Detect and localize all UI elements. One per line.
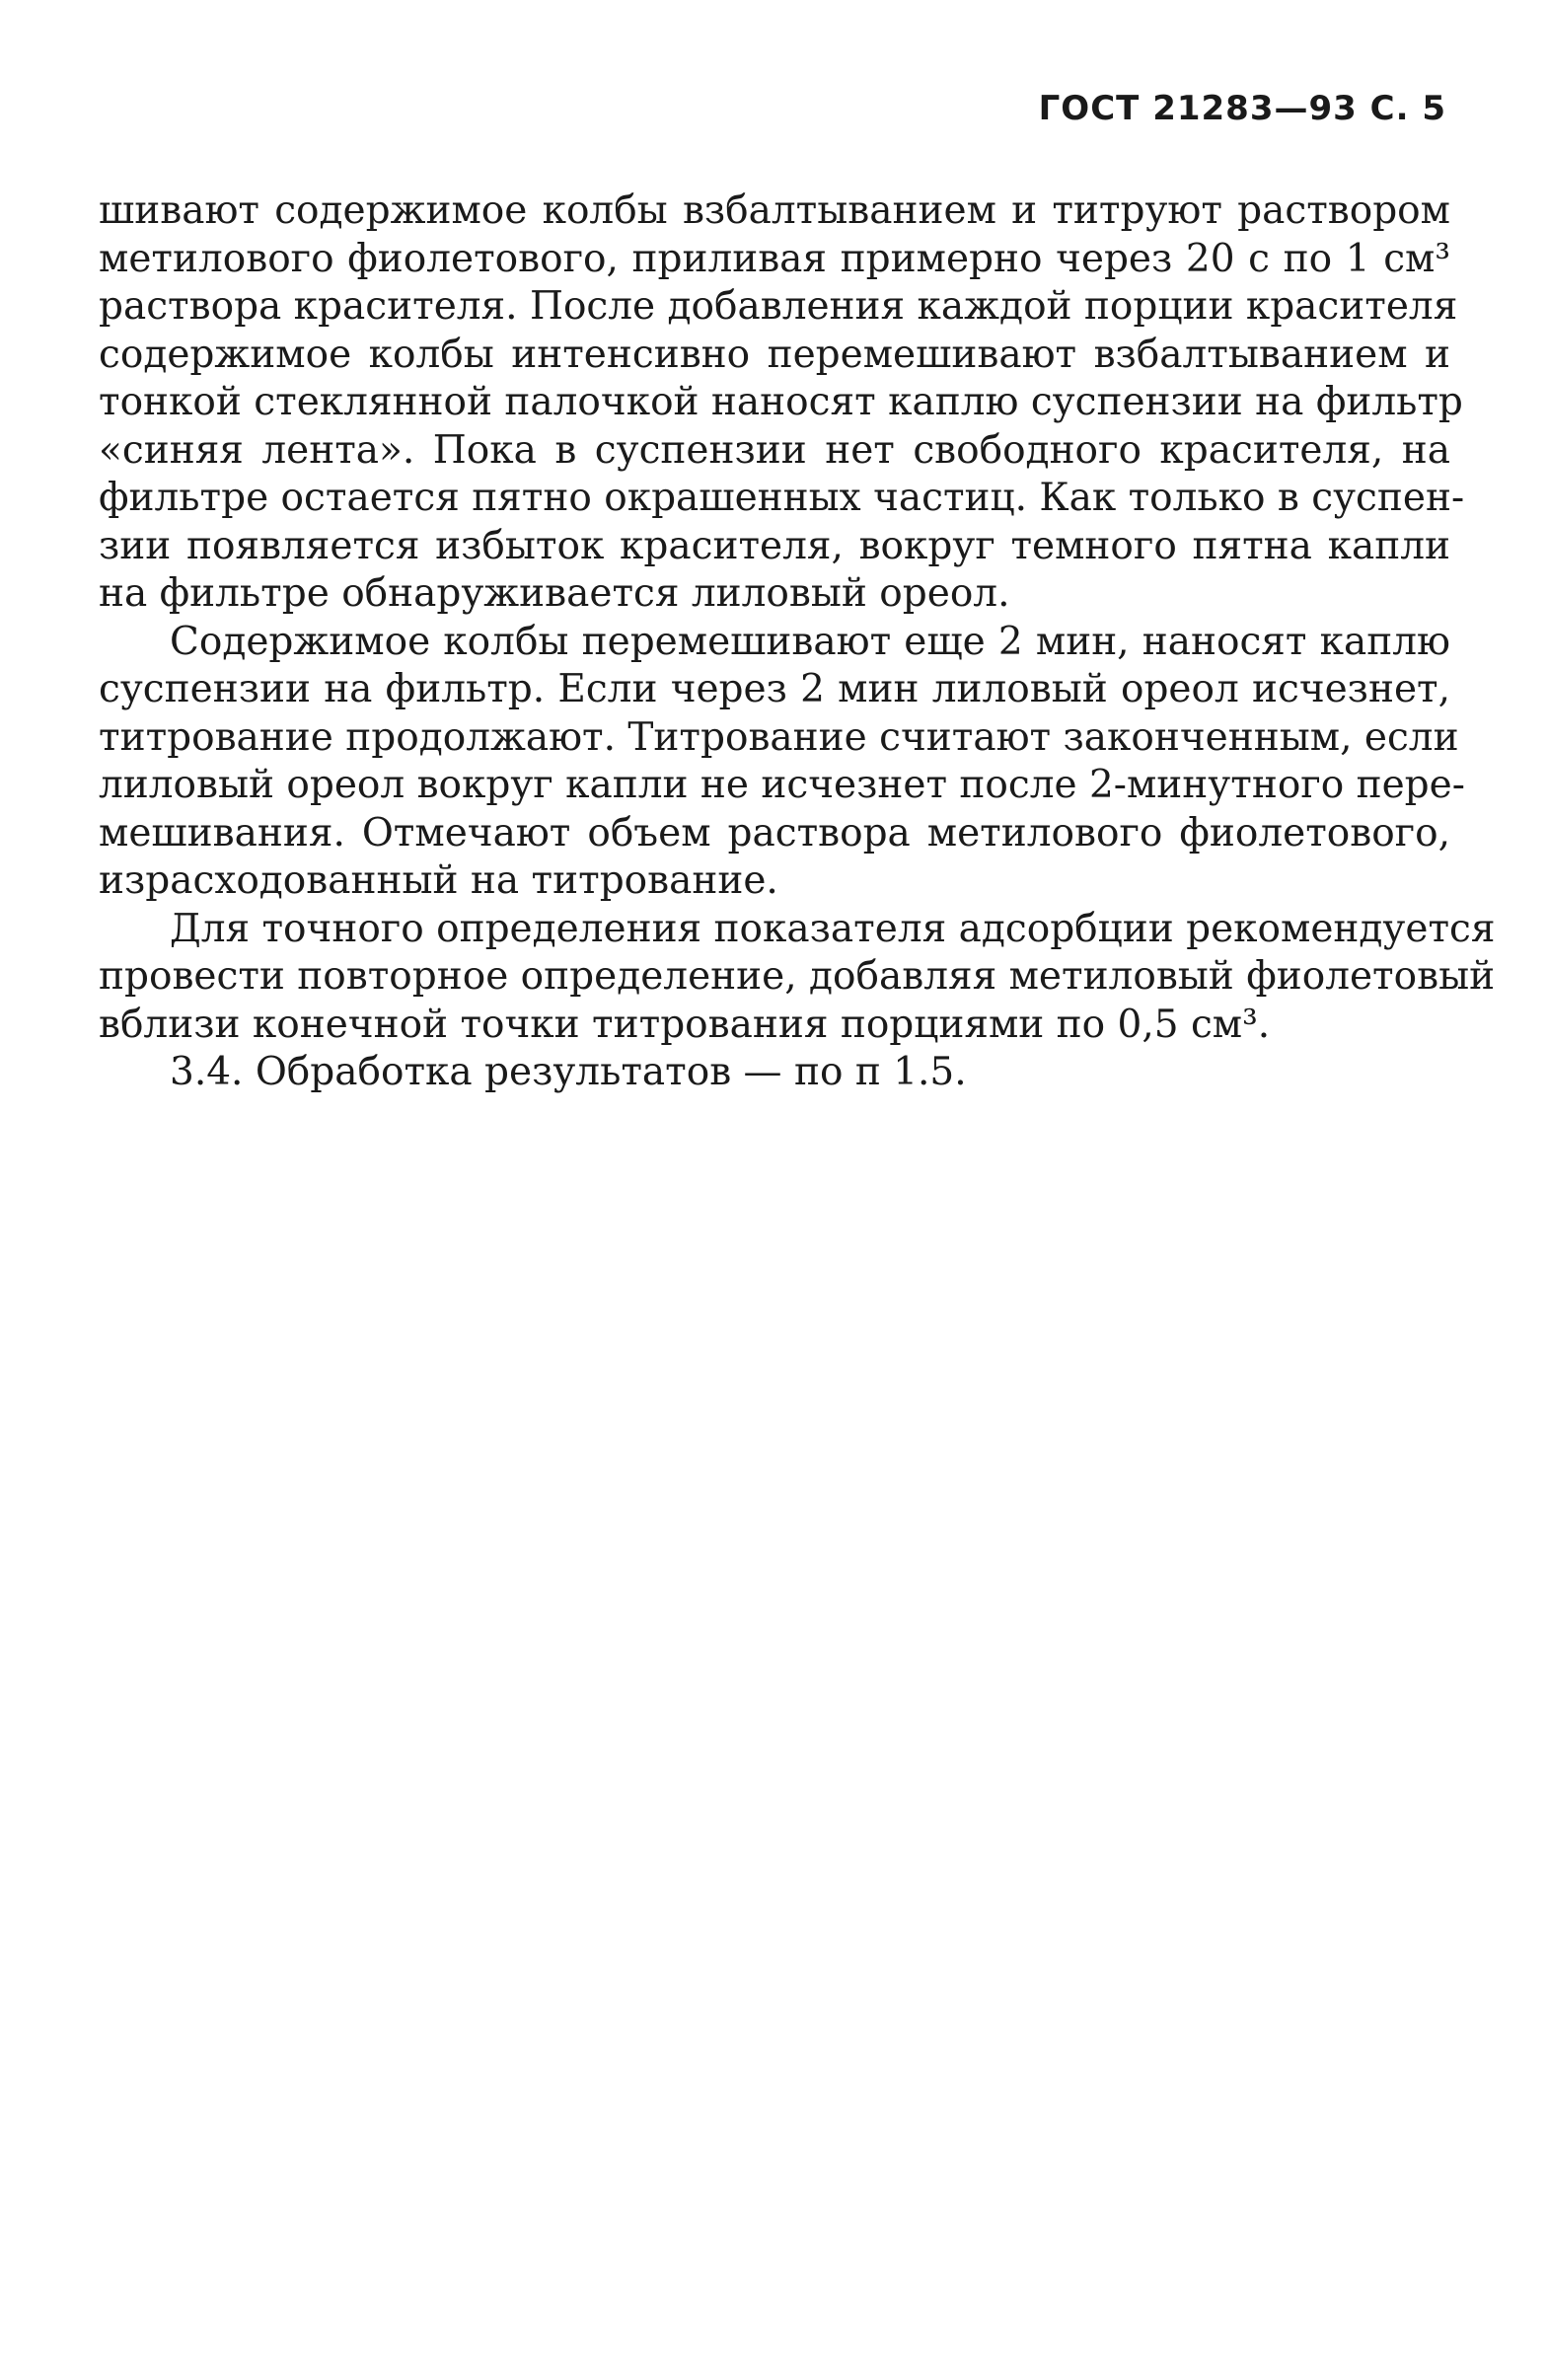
text-line: 3.4. Обработка результатов — по п 1.5. xyxy=(170,1050,967,1094)
text-line: «синяя лента». Пока в суспензии нет свободного красителя, на xyxy=(99,427,1450,473)
text-line: на фильтре обнаруживается лиловый ореол. xyxy=(99,571,1010,616)
text-line: зии появляется избыток красителя, вокруг темного пятна капли xyxy=(99,523,1450,568)
text-line: мешивания. Отмечают объем раствора метилового фиолетового, xyxy=(99,810,1450,855)
paragraph-1 xyxy=(99,187,1465,619)
text-line: метилового фиолетового, приливая примерно через 20 с по 1 см³ xyxy=(99,236,1450,281)
text-line: вблизи конечной точки титрования порциями по 0,5 см³. xyxy=(99,1002,1271,1047)
paragraph-2 xyxy=(99,619,1465,906)
text-line: Содержимое колбы перемешивают еще 2 мин, наносят каплю xyxy=(170,619,1450,664)
text-line: содержимое колбы интенсивно перемешивают взбалтыванием и xyxy=(99,332,1450,377)
text-line: фильтре остается пятно окрашенных частиц. Как только в суспен- xyxy=(99,476,1465,520)
text-line: суспензии на фильтр. Если через 2 мин лиловый ореол исчезнет, xyxy=(99,667,1450,711)
text-line: провести повторное определение, добавляя метиловый фиолетовый xyxy=(99,954,1496,999)
paragraph-3 xyxy=(99,906,1496,1050)
text-line: титрование продолжают. Титрование считают законченным, если xyxy=(99,714,1459,760)
text-line: шивают содержимое колбы взбалтыванием и титруют раствором xyxy=(99,188,1450,233)
body-text xyxy=(99,187,1496,1097)
text-line: израсходованный на титрование. xyxy=(99,858,778,903)
text-line: тонкой стеклянной палочкой наносят каплю суспензии на фильтр xyxy=(99,380,1463,424)
page-header: ГОСТ 21283—93 С. 5 xyxy=(1038,89,1446,128)
text-line: лиловый ореол вокруг капли не исчезнет после 2-минутного пере- xyxy=(99,763,1465,807)
text-line: раствора красителя. После добавления каждой порции красителя xyxy=(99,284,1458,329)
section-heading-3-4 xyxy=(99,1049,1450,1097)
text-line: Для точного определения показателя адсорбции рекомендуется xyxy=(170,906,1496,951)
